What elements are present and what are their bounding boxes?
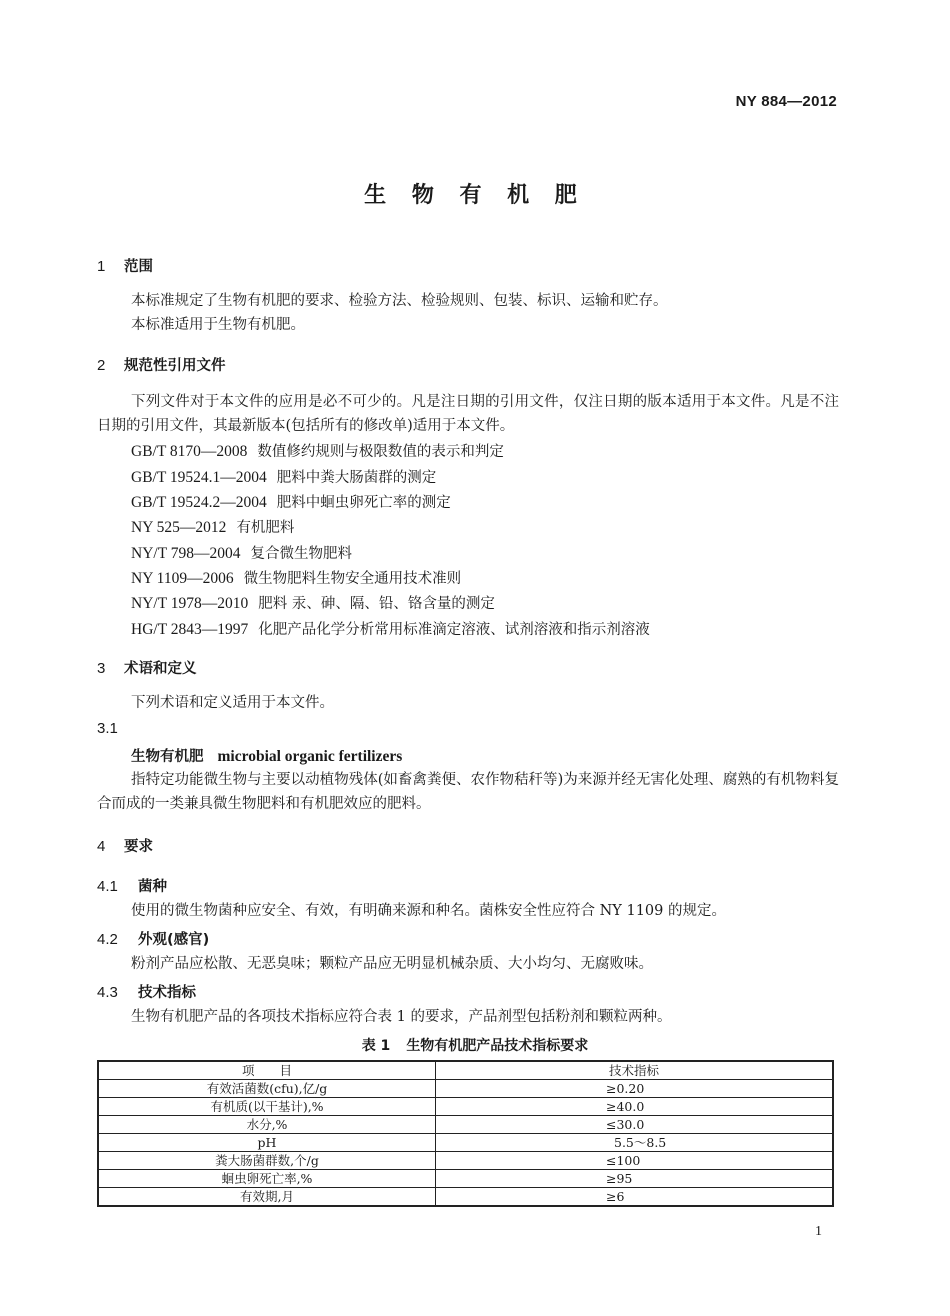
section-1-heading	[97, 255, 153, 276]
reference-title: 数值修约规则与极限数值的表示和判定	[257, 444, 504, 460]
row-value: 5.5～8.5	[436, 1134, 834, 1152]
table-row	[98, 1188, 833, 1207]
reference-item	[131, 592, 495, 613]
term-definition: 指特定功能微生物与主要以动植物残体(如畜禽粪便、农作物秸秆等)为来源并经无害化处理、腐熟的有机物料复合而成的一类兼具微生物肥料和有机肥效应的肥料。	[97, 772, 839, 812]
section-title: 规范性引用文件	[124, 358, 226, 374]
terms-intro: 下列术语和定义适用于本文件。	[131, 695, 334, 711]
reference-title: 有机肥料	[236, 520, 295, 536]
table-header-row	[98, 1061, 833, 1080]
row-value: ≥6	[436, 1188, 834, 1207]
reference-code: NY 1109—2006	[131, 570, 234, 587]
column-header-value: 技术指标	[436, 1061, 834, 1080]
reference-title: 复合微生物肥料	[250, 546, 353, 562]
subsection-number: 4.1	[97, 878, 118, 895]
references-intro: 下列文件对于本文件的应用是必不可少的。凡是注日期的引用文件，仅注日期的版本适用于本文件。凡是不注日期的引用文件，其最新版本(包括所有的修改单)适用于本文件。	[97, 394, 839, 434]
subsection-4-3-heading	[97, 981, 196, 1002]
section-2-heading	[97, 354, 226, 375]
subsection-number: 4.3	[97, 984, 118, 1001]
subsection-title: 外观(感官)	[138, 932, 210, 948]
column-header-item: 项 目	[98, 1061, 436, 1080]
reference-code: GB/T 8170—2008	[131, 443, 248, 460]
section-number: 4	[97, 838, 106, 855]
reference-title: 肥料中蛔虫卵死亡率的测定	[276, 495, 451, 511]
table-caption-number: 表 1	[361, 1038, 391, 1054]
reference-item	[131, 567, 461, 588]
reference-item	[131, 542, 352, 563]
table-caption-title: 生物有机肥产品技术指标要求	[406, 1038, 589, 1054]
row-item: pH	[98, 1134, 436, 1152]
appearance-paragraph: 粉剂产品应松散、无恶臭味；颗粒产品应无明显机械杂质、大小均匀、无腐败味。	[131, 956, 653, 972]
reference-title: 肥料中粪大肠菌群的测定	[276, 470, 437, 486]
reference-title: 肥料 汞、砷、隔、铅、铬含量的测定	[258, 596, 495, 612]
row-value: ≥40.0	[436, 1098, 834, 1116]
table-row	[98, 1080, 833, 1098]
section-3-heading	[97, 657, 197, 678]
specs-paragraph: 生物有机肥产品的各项技术指标应符合表 1 的要求，产品剂型包括粉剂和颗粒两种。	[131, 1009, 672, 1025]
reference-code: GB/T 19524.2—2004	[131, 494, 267, 511]
standard-code: NY 884—2012	[735, 93, 837, 110]
section-title: 术语和定义	[124, 661, 197, 677]
section-title: 要求	[124, 839, 153, 855]
reference-item	[131, 618, 650, 639]
section-number: 2	[97, 357, 106, 374]
row-value: ≤30.0	[436, 1116, 834, 1134]
row-value: ≤100	[436, 1152, 834, 1170]
term-english: microbial organic fertilizers	[217, 748, 403, 765]
table-row	[98, 1152, 833, 1170]
subsection-3-1-number	[97, 720, 138, 737]
table-row	[98, 1116, 833, 1134]
reference-title: 化肥产品化学分析常用标准滴定溶液、试剂溶液和指示剂溶液	[258, 622, 650, 638]
row-value: ≥0.20	[436, 1080, 834, 1098]
row-item: 有效活菌数(cfu),亿/g	[98, 1080, 436, 1098]
subsection-number: 3.1	[97, 720, 118, 737]
table-row	[98, 1170, 833, 1188]
document-title: 生 物 有 机 肥	[364, 183, 586, 208]
row-item: 有效期,月	[98, 1188, 436, 1207]
reference-title: 微生物肥料生物安全通用技术准则	[243, 571, 462, 587]
table-row	[98, 1098, 833, 1116]
subsection-4-2-heading	[97, 928, 209, 949]
subsection-number: 4.2	[97, 931, 118, 948]
section-4-heading	[97, 835, 153, 856]
subsection-4-1-heading	[97, 875, 167, 896]
section-number: 3	[97, 660, 106, 677]
reference-item	[131, 516, 294, 537]
scope-paragraph-2: 本标准适用于生物有机肥。	[131, 317, 305, 333]
spec-table	[97, 1060, 834, 1207]
table-caption	[0, 1035, 950, 1055]
row-value: ≥95	[436, 1170, 834, 1188]
page-number: 1	[815, 1224, 822, 1239]
reference-code: HG/T 2843—1997	[131, 621, 249, 638]
reference-item	[131, 491, 451, 512]
reference-item	[131, 440, 504, 461]
row-item: 水分,%	[98, 1116, 436, 1134]
row-item: 蛔虫卵死亡率,%	[98, 1170, 436, 1188]
term-chinese: 生物有机肥	[131, 749, 204, 765]
reference-code: NY/T 798—2004	[131, 545, 241, 562]
term-entry	[131, 745, 402, 766]
strain-paragraph: 使用的微生物菌种应安全、有效，有明确来源和种名。菌株安全性应符合 NY 1109 的规定。	[131, 903, 726, 919]
section-number: 1	[97, 258, 106, 275]
row-item: 有机质(以干基计),%	[98, 1098, 436, 1116]
reference-item	[131, 466, 436, 487]
reference-code: GB/T 19524.1—2004	[131, 469, 267, 486]
subsection-title: 菌种	[138, 879, 167, 895]
reference-code: NY/T 1978—2010	[131, 595, 249, 612]
subsection-title: 技术指标	[138, 985, 196, 1001]
table-row	[98, 1134, 833, 1152]
reference-code: NY 525—2012	[131, 519, 227, 536]
section-title: 范围	[124, 259, 153, 275]
scope-paragraph-1: 本标准规定了生物有机肥的要求、检验方法、检验规则、包装、标识、运输和贮存。	[131, 293, 668, 309]
row-item: 粪大肠菌群数,个/g	[98, 1152, 436, 1170]
